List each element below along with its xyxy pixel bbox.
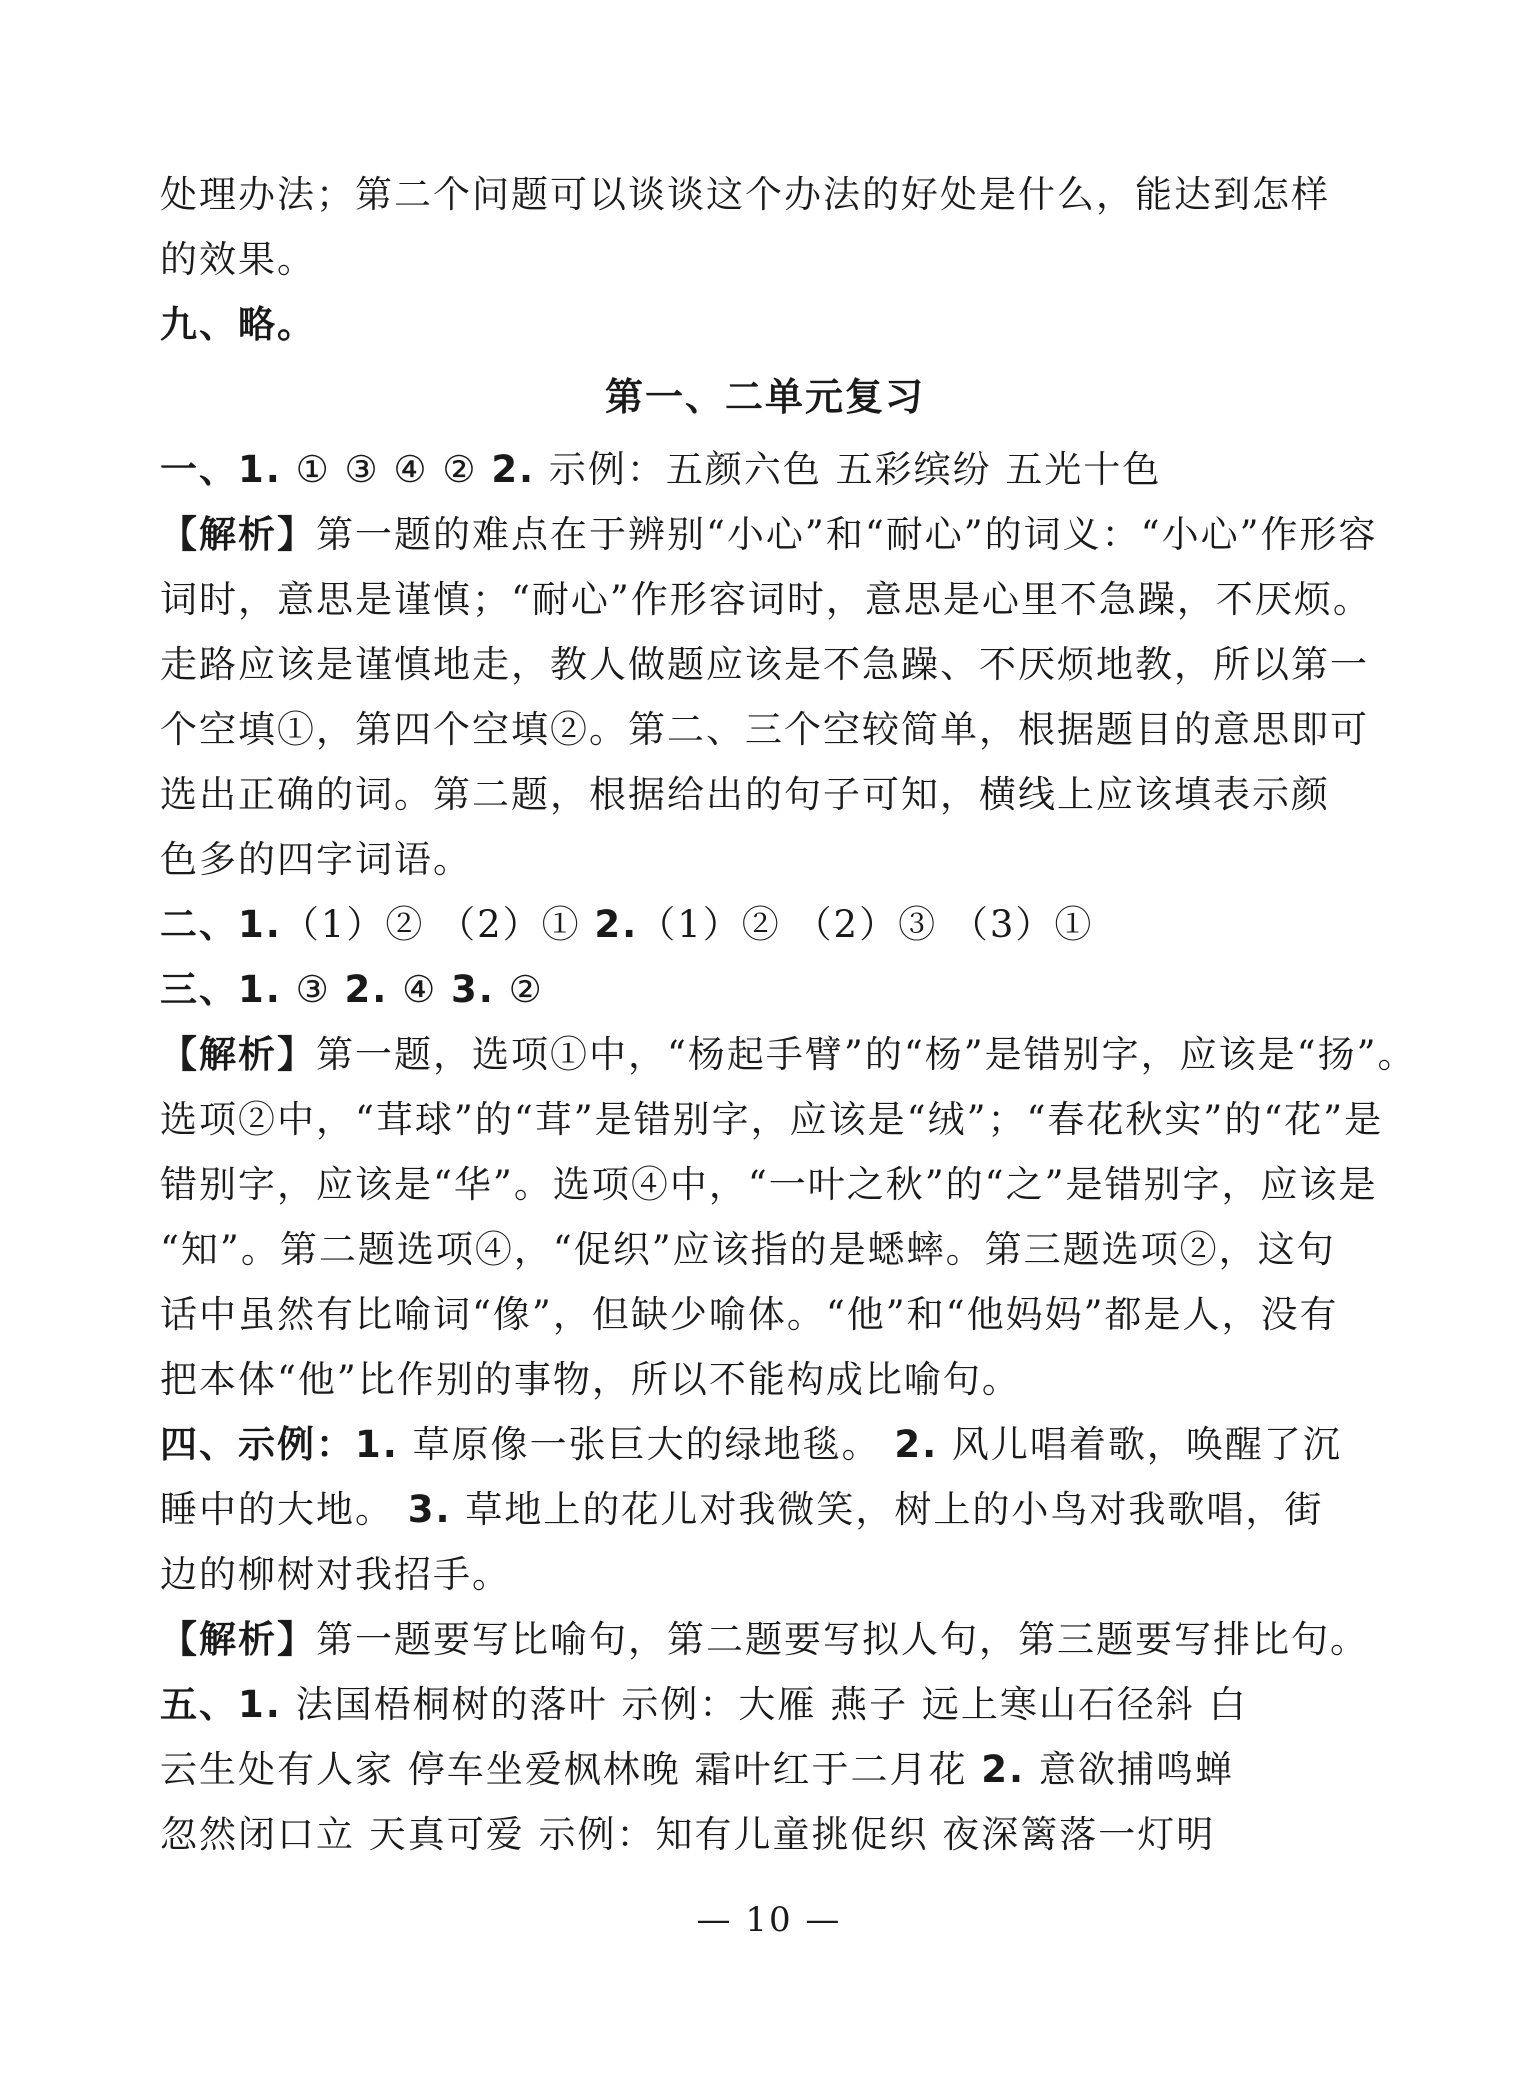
text-line <box>160 762 1330 827</box>
text-line <box>160 1477 1324 1542</box>
bold-label: 九、略。 <box>160 303 316 346</box>
text-span: （1）② （2）③ （3）① <box>638 903 1094 946</box>
text-line <box>160 1802 1310 1867</box>
text-span: 睡中的大地。 <box>160 1488 408 1531</box>
bold-label: 3. <box>407 1488 452 1531</box>
text-span: 意欲捕鸣蝉 <box>1025 1748 1234 1791</box>
text-line <box>160 1542 1310 1607</box>
section-title: 第一、二单元复习 <box>604 375 925 419</box>
text-line <box>160 437 1310 502</box>
text-line <box>160 502 1378 567</box>
text-span: 第一题的难点在于辨别“小心”和“耐心”的词义：“小心”作形容 <box>316 513 1378 556</box>
text-span: 错别字，应该是“华”。选项④中，“一叶之秋”的“之”是错别字，应该是 <box>160 1163 1378 1206</box>
text-span: 风儿唱着歌，唤醒了沉 <box>938 1423 1342 1466</box>
text-span: 草地上的花儿对我微笑，树上的小鸟对我歌唱，街 <box>451 1488 1324 1531</box>
text-span: 处理办法；第二个问题可以谈谈这个办法的好处是什么，能达到怎样 <box>160 173 1330 216</box>
text-line <box>160 957 1310 1022</box>
text-line <box>160 162 1330 227</box>
text-span: 选项②中，“茸球”的“茸”是错别字，应该是“绒”；“春花秋实”的“花”是 <box>160 1098 1384 1141</box>
text-line <box>160 632 1369 697</box>
text-line <box>160 1022 1417 1087</box>
text-line <box>160 697 1369 762</box>
text-line <box>160 1217 1336 1282</box>
bold-label: 【解析】 <box>160 513 316 556</box>
bold-label: 三、1. <box>160 968 282 1011</box>
text-span: （1）② （2）① <box>281 903 595 946</box>
text-line <box>160 1347 1310 1412</box>
text-line <box>160 292 1310 357</box>
text-line <box>160 827 1310 892</box>
text-line <box>160 227 1310 292</box>
bold-label: 2. <box>344 968 389 1011</box>
text-span: 的效果。 <box>160 238 316 281</box>
text-span: 草原像一张巨大的绿地毯。 <box>398 1423 895 1466</box>
bold-label: 3. <box>451 968 495 1011</box>
text-span: 色多的四字词语。 <box>160 838 472 881</box>
text-span: 示例：五颜六色 五彩缤纷 五光十色 <box>535 448 1162 491</box>
text-line <box>160 1672 1310 1737</box>
text-span: 边的柳树对我招手。 <box>160 1553 511 1596</box>
text-span: 个空填①，第四个空填②。第二、三个空较简单，根据题目的意思即可 <box>160 708 1369 751</box>
text-line <box>160 892 1310 957</box>
text-line <box>160 1152 1378 1217</box>
text-line <box>160 1282 1339 1347</box>
bold-label: 2. <box>981 1748 1026 1791</box>
text-line <box>160 567 1372 632</box>
text-line <box>160 1412 1342 1477</box>
bold-label: 【解析】 <box>160 1618 316 1661</box>
bold-label: 四、示例：1. <box>160 1423 399 1466</box>
bold-label: 2. <box>594 903 639 946</box>
answer-text-body <box>160 162 1417 1867</box>
text-span: ① ③ ④ ② <box>281 448 492 491</box>
text-span: 云生处有人家 停车坐爱枫林晚 霜叶红于二月花 <box>160 1748 982 1791</box>
bold-label: 2. <box>894 1423 939 1466</box>
text-span: 法国梧桐树的落叶 示例：大雁 燕子 远上寒山石径斜 白 <box>281 1683 1248 1726</box>
bold-label: 一、1. <box>160 448 282 491</box>
text-span: ③ <box>281 968 345 1011</box>
text-span: 选出正确的词。第二题，根据给出的句子可知，横线上应该填表示颜 <box>160 773 1330 816</box>
text-line <box>160 1737 1310 1802</box>
text-span: “知”。第二题选项④，“促织”应该指的是蟋蟀。第三题选项②，这句 <box>160 1228 1336 1271</box>
text-span: 词时，意思是谨慎；“耐心”作形容词时，意思是心里不急躁，不厌烦。 <box>160 578 1372 621</box>
text-span: 话中虽然有比喻词“像”，但缺少喻体。“他”和“他妈妈”都是人，没有 <box>160 1293 1339 1336</box>
text-span: 第一题要写比喻句，第二题要写拟人句，第三题要写排比句。 <box>316 1618 1369 1661</box>
bold-label: 【解析】 <box>160 1033 316 1076</box>
page-number: — 10 — <box>696 1900 842 1940</box>
text-span: 忽然闭口立 天真可爱 示例：知有儿童挑促织 夜深篱落一灯明 <box>160 1813 1216 1856</box>
text-span: 第一题，选项①中，“杨起手臂”的“杨”是错别字，应该是“扬”。 <box>316 1033 1417 1076</box>
bold-label: 五、1. <box>160 1683 282 1726</box>
bold-label: 二、1. <box>160 903 282 946</box>
text-line <box>160 1607 1369 1672</box>
text-span: ④ <box>388 968 452 1011</box>
text-line <box>160 1087 1384 1152</box>
text-span: 走路应该是谨慎地走，教人做题应该是不急躁、不厌烦地教，所以第一 <box>160 643 1369 686</box>
bold-label: 2. <box>491 448 536 491</box>
text-span: 把本体“他”比作别的事物，所以不能构成比喻句。 <box>160 1358 1021 1401</box>
text-span: ② <box>494 968 544 1011</box>
